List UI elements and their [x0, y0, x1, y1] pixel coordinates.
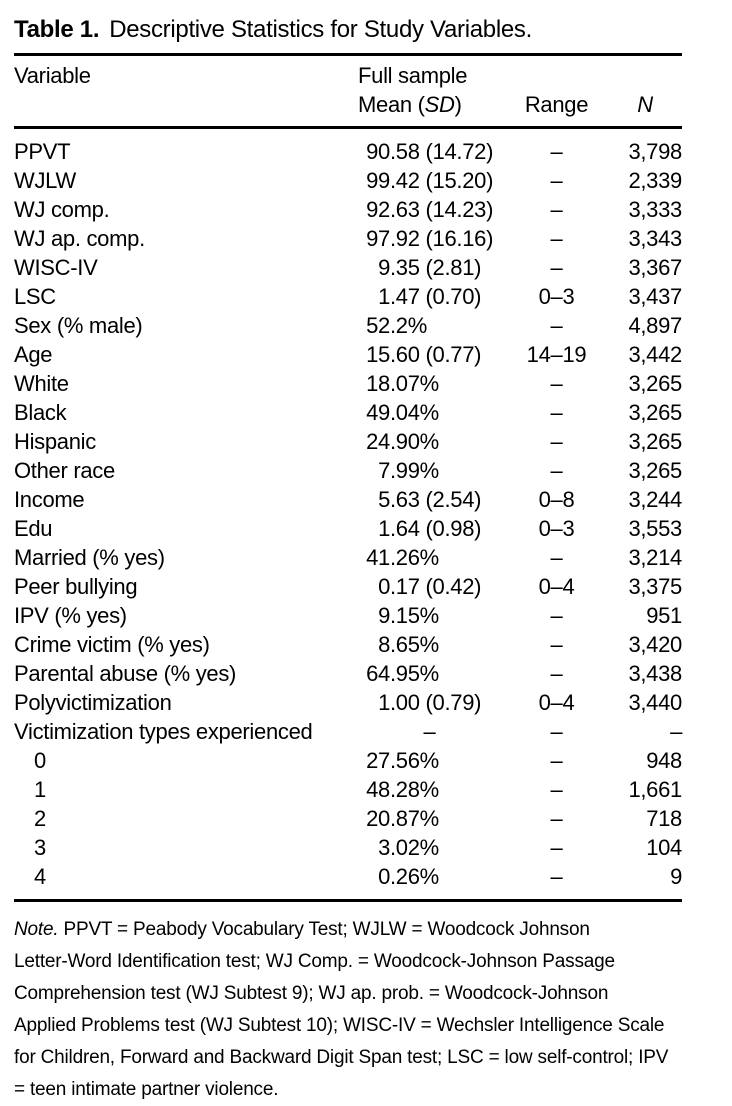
- range-cell: –: [550, 544, 563, 570]
- header-full-sample: Full sample: [358, 62, 468, 88]
- range-cell: –: [550, 602, 563, 628]
- table-row: [14, 717, 682, 746]
- mean-sd-cell: 24 .90%: [366, 428, 439, 454]
- note-line: Comprehension test (WJ Subtest 9); WJ ap. prob. = Woodcock-Johnson: [14, 983, 609, 1004]
- table-row: [14, 746, 682, 775]
- mean-sd-cell: 1 .00 (0.79): [378, 689, 482, 715]
- variable-cell: Sex (% male): [14, 312, 143, 338]
- range-cell: –: [550, 370, 563, 396]
- n-cell: 3,244: [628, 486, 682, 512]
- mean-sd-cell: 41 .26%: [366, 544, 439, 570]
- range-cell: 0–8: [538, 486, 575, 512]
- table-row: [14, 195, 682, 224]
- mean-sd-cell: 8 .65%: [378, 631, 439, 657]
- variable-cell: WJ ap. comp.: [14, 225, 145, 251]
- mean-sd-cell: 5 .63 (2.54): [378, 486, 482, 512]
- mean-sd-cell: 64 .95%: [366, 660, 439, 686]
- header-rule: [14, 126, 682, 129]
- range-cell: –: [550, 399, 563, 425]
- table-header-row-1: [14, 61, 682, 90]
- mean-sd-cell: 15 .60 (0.77): [366, 341, 482, 367]
- mean-sd-cell: 0 .17 (0.42): [378, 573, 482, 599]
- table-row: [14, 543, 682, 572]
- note-line: Applied Problems test (WJ Subtest 10); WISC-IV = Wechsler Intelligence Scale: [14, 1015, 665, 1036]
- table-row: [14, 862, 682, 891]
- variable-cell: WISC-IV: [14, 254, 98, 280]
- mean-sd-cell: 49 .04%: [366, 399, 439, 425]
- note-line: = teen intimate partner violence.: [14, 1079, 279, 1100]
- range-cell: –: [550, 254, 563, 280]
- mean-sd-cell: 48 .28%: [366, 776, 439, 802]
- variable-cell: Other race: [14, 457, 115, 483]
- table-row: [14, 514, 682, 543]
- table-note: [14, 914, 682, 1106]
- range-cell: –: [550, 225, 563, 251]
- n-cell: 3,265: [628, 370, 682, 396]
- table-row: [14, 166, 682, 195]
- mean-sd-cell: –: [423, 718, 436, 744]
- variable-cell: WJLW: [14, 167, 76, 193]
- table-row: [14, 282, 682, 311]
- table-row: [14, 427, 682, 456]
- n-cell: 3,333: [628, 196, 682, 222]
- range-cell: 14–19: [526, 341, 587, 367]
- range-cell: 0–4: [538, 573, 575, 599]
- n-cell: 718: [646, 805, 682, 831]
- table-number: Table 1.: [14, 16, 100, 43]
- range-cell: 0–4: [538, 689, 575, 715]
- table-row: [14, 630, 682, 659]
- range-cell: –: [550, 312, 563, 338]
- mean-sd-cell: 99 .42 (15.20): [366, 167, 494, 193]
- variable-cell: LSC: [14, 283, 56, 309]
- n-cell: 3,265: [628, 428, 682, 454]
- variable-cell: 4: [34, 863, 46, 889]
- mean-sd-cell: 20 .87%: [366, 805, 439, 831]
- table-row: [14, 775, 682, 804]
- variable-cell: 0: [34, 747, 46, 773]
- range-cell: 0–3: [538, 515, 575, 541]
- n-cell: 1,661: [628, 776, 682, 802]
- table-row: [14, 485, 682, 514]
- variable-cell: 3: [34, 834, 46, 860]
- range-cell: –: [550, 747, 563, 773]
- range-cell: –: [550, 167, 563, 193]
- table-row: [14, 688, 682, 717]
- n-cell: 3,442: [628, 341, 682, 367]
- table-row: [14, 804, 682, 833]
- variable-cell: Age: [14, 341, 53, 367]
- table-row: [14, 456, 682, 485]
- mean-sd-cell: 52 .2%: [366, 312, 428, 338]
- range-cell: –: [550, 776, 563, 802]
- table-body: [14, 137, 682, 891]
- range-cell: –: [550, 428, 563, 454]
- variable-cell: Victimization types experienced: [14, 718, 313, 744]
- variable-cell: WJ comp.: [14, 196, 110, 222]
- table-row: [14, 253, 682, 282]
- header-mean-sd: Mean (SD): [358, 91, 462, 117]
- range-cell: –: [550, 718, 563, 744]
- n-cell: 3,375: [628, 573, 682, 599]
- table-row: [14, 137, 682, 166]
- n-cell: 3,343: [628, 225, 682, 251]
- table-caption-text: Descriptive Statistics for Study Variables.: [109, 16, 533, 43]
- range-cell: –: [550, 805, 563, 831]
- variable-cell: Married (% yes): [14, 544, 165, 570]
- mean-sd-cell: 1 .47 (0.70): [378, 283, 482, 309]
- range-cell: –: [550, 834, 563, 860]
- table-row: [14, 398, 682, 427]
- mean-sd-cell: 18 .07%: [366, 370, 439, 396]
- variable-cell: Polyvictimization: [14, 689, 172, 715]
- bottom-rule: [14, 899, 682, 902]
- header-n: N: [637, 91, 653, 117]
- variable-cell: White: [14, 370, 69, 396]
- mean-sd-cell: 97 .92 (16.16): [366, 225, 494, 251]
- mean-sd-cell: 0 .26%: [378, 863, 439, 889]
- n-cell: –: [670, 718, 682, 744]
- variable-cell: 1: [34, 776, 46, 802]
- range-cell: –: [550, 457, 563, 483]
- table-caption: [14, 16, 682, 44]
- variable-cell: Parental abuse (% yes): [14, 660, 237, 686]
- top-rule: [14, 53, 682, 56]
- n-cell: 3,265: [628, 399, 682, 425]
- table-row: [14, 572, 682, 601]
- variable-cell: 2: [34, 805, 46, 831]
- note-line: Letter-Word Identification test; WJ Comp. = Woodcock-Johnson Passage: [14, 951, 615, 972]
- n-cell: 951: [646, 602, 682, 628]
- n-cell: 2,339: [628, 167, 682, 193]
- mean-sd-cell: 92 .63 (14.23): [366, 196, 494, 222]
- n-cell: 3,420: [628, 631, 682, 657]
- table-row: [14, 311, 682, 340]
- note-prefix: Note.: [14, 919, 59, 940]
- n-cell: 3,214: [628, 544, 682, 570]
- variable-cell: Edu: [14, 515, 53, 541]
- n-cell: 3,798: [628, 138, 682, 164]
- note-line: Note. PPVT = Peabody Vocabulary Test; WJLW = Woodcock Johnson: [14, 919, 590, 940]
- mean-sd-cell: 1 .64 (0.98): [378, 515, 482, 541]
- variable-cell: IPV (% yes): [14, 602, 127, 628]
- n-cell: 104: [646, 834, 682, 860]
- range-cell: –: [550, 196, 563, 222]
- variable-cell: PPVT: [14, 138, 71, 164]
- mean-sd-cell: 9 .35 (2.81): [378, 254, 482, 280]
- table-row: [14, 369, 682, 398]
- table-row: [14, 833, 682, 862]
- range-cell: –: [550, 660, 563, 686]
- variable-cell: Crime victim (% yes): [14, 631, 210, 657]
- n-cell: 3,437: [628, 283, 682, 309]
- n-cell: 3,367: [628, 254, 682, 280]
- table-row: [14, 224, 682, 253]
- range-cell: –: [550, 631, 563, 657]
- mean-sd-cell: 9 .15%: [378, 602, 439, 628]
- n-cell: 3,265: [628, 457, 682, 483]
- variable-cell: Peer bullying: [14, 573, 138, 599]
- header-variable: Variable: [14, 62, 91, 88]
- note-line: for Children, Forward and Backward Digit Span test; LSC = low self-control; IPV: [14, 1047, 669, 1068]
- n-cell: 3,553: [628, 515, 682, 541]
- mean-sd-cell: 7 .99%: [378, 457, 439, 483]
- variable-cell: Income: [14, 486, 85, 512]
- range-cell: –: [550, 138, 563, 164]
- table-row: [14, 659, 682, 688]
- table-row: [14, 340, 682, 369]
- n-cell: 3,440: [628, 689, 682, 715]
- mean-sd-cell: 3 .02%: [378, 834, 439, 860]
- variable-cell: Black: [14, 399, 67, 425]
- table-header-row-2: [14, 90, 682, 119]
- n-cell: 948: [646, 747, 682, 773]
- variable-cell: Hispanic: [14, 428, 96, 454]
- mean-sd-cell: 27 .56%: [366, 747, 439, 773]
- mean-sd-cell: 90 .58 (14.72): [366, 138, 494, 164]
- n-cell: 4,897: [628, 312, 682, 338]
- header-range: Range: [524, 91, 589, 117]
- range-cell: 0–3: [538, 283, 575, 309]
- n-cell: 9: [670, 863, 682, 889]
- range-cell: –: [550, 863, 563, 889]
- n-cell: 3,438: [628, 660, 682, 686]
- table-row: [14, 601, 682, 630]
